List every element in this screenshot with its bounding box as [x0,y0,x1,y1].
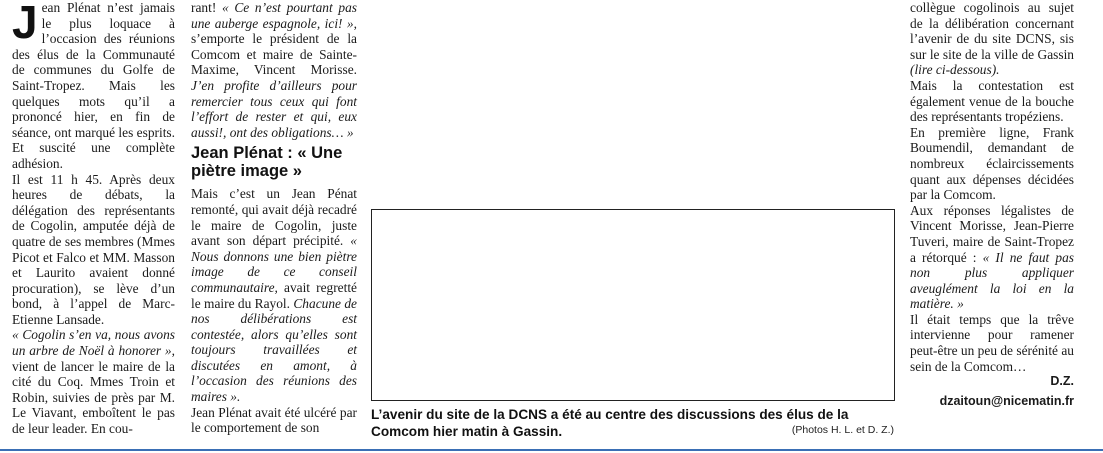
paragraph-morisse: , s’emporte le président de la Comcom et maire de Sainte-Maxime, Vincent Morisse. [191,15,357,78]
photo-credit: (Photos H. L. et D. Z.) [791,424,894,436]
article-column-3 [910,0,1074,409]
paragraph-delegation: Il est 11 h 45. Après deux heures de débats, la délégation des représentants de Cogolin, amputée déjà de quatre de ses membres (Mmes Picot et Falco et MM. Masson et Laurito avaient donné procuration), se lève d’un bond, à l’appel de Marc-Etienne Lansade. [12,171,175,327]
paragraph-boumendil: En première ligne, Frank Boumendil, demandant de nombreux éclaircissements quant aux dépenses décidées par la Comcom. [910,124,1074,203]
bottom-rule [0,449,1103,451]
paragraph-contestation: Mais la contestation est également venue de la bouche des représentants tropéziens. [910,77,1074,125]
quote-deliberations: Chacune de nos délibérations est contestée, alors qu’elles sont toujours travaillées et discutées en amont, à l’occasion des réunions des maires ». [191,295,357,405]
paragraph-ulcere: Jean Plénat avait été ulcéré par le comportement de son [191,404,357,436]
paragraph-plenat: Mais c’est un Jean Pénat remonté, qui avait déjà recadré le maire de Cogolin, juste avant son départ précipité. [191,186,357,249]
read-below-note: (lire ci-dessous). [910,62,1000,78]
paragraph-rayol: avait regretté le maire du Rayol. [191,279,357,311]
quote-piestre-image: « Nous donnons une bien piètre image de ce conseil communautaire, [191,233,357,295]
quote-cogolin: « Cogolin s’en va, nous avons un arbre de Noël à honorer » [12,327,175,359]
quote-loi: « Il ne faut pas non plus appliquer aveuglément la loi en la matière. » [910,249,1074,312]
paragraph-intro: ean Plénat n’est jamais le plus loquace à l’occasion des réunions des élus de la Communauté de communes du Golfe de Saint-Tropez. Mais les quelques mots qu’il a prononcé hier, en fin de séance, ont marqué les esprits. Et suscité une complète adhésion. [12,0,175,171]
paragraph-treve: Il était temps que la trêve intervienne pour ramener peut-être un peu de sérénité au sein de la Comcom… [910,311,1074,374]
drop-cap: J [12,0,38,48]
article-column-1 [12,0,175,437]
article-photo [371,209,895,401]
author-email: dzaitoun@nicematin.fr [939,393,1074,408]
author-signature: D.Z. [1050,374,1074,389]
paragraph-tuveri: Aux réponses légalistes de Vincent Morisse, Jean-Pierre Tuveri, maire de Saint-Tropez a rétorqué : [910,202,1074,265]
quote-remercier: J’en profite d’ailleurs pour remercier tous ceux qui font l’effort de rester et qui, eux aussi!, ont des obligations… » [191,77,357,140]
subheading: Jean Plénat : « Une piètre image » [191,144,343,181]
paragraph-courant: rant! [191,0,222,15]
quote-auberge: « Ce n’est pourtant pas une auberge espagnole, ici! » [191,0,357,31]
article-column-2 [191,0,357,436]
paragraph-departure: , vient de lancer le maire de la cité du Coq. Mmes Troin et Robin, suivies de près par M. Le Viavant, emboîtent le pas de leur leader. En cou- [12,343,175,437]
paragraph-collegue: collègue cogolinois au sujet de la délibération concernant l’avenir de du site DCNS, sis sur le site de la ville de Gassin [910,0,1074,62]
photo-caption: L’avenir du site de la DCNS a été au centre des discussions des élus de la Comcom hier matin à Gassin. [371,407,849,439]
